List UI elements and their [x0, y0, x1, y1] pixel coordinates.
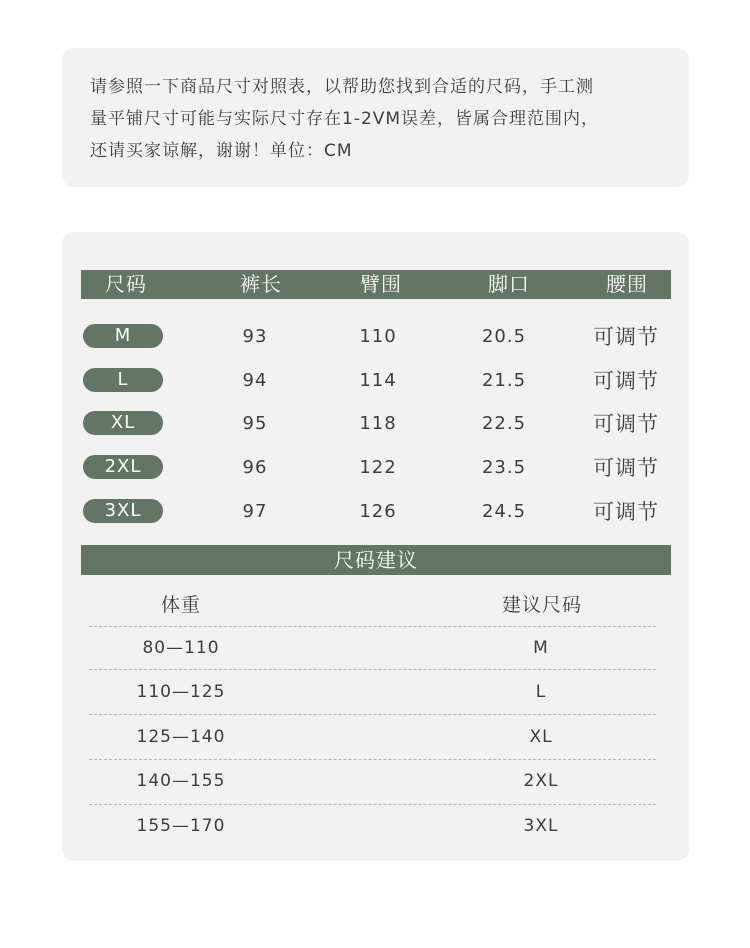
cell-arm: 122 — [359, 457, 397, 478]
advice-size: M — [533, 638, 549, 658]
size-pill: L — [83, 368, 163, 392]
cell-waist: 可调节 — [593, 412, 659, 436]
size-pill: M — [83, 324, 163, 348]
cell-length: 97 — [242, 501, 268, 522]
size-row — [62, 368, 689, 394]
size-advice-header: 尺码建议 — [81, 545, 671, 575]
advice-size: L — [535, 682, 547, 702]
divider — [89, 804, 656, 805]
cell-hem: 21.5 — [481, 370, 527, 391]
cell-waist: 可调节 — [593, 325, 659, 349]
note-line: 还请买家谅解，谢谢！单位：CM — [90, 141, 353, 161]
cell-hem: 22.5 — [481, 413, 527, 434]
divider — [89, 759, 656, 760]
cell-length: 94 — [242, 370, 268, 391]
advice-weight: 155—170 — [136, 816, 226, 836]
header-waist: 腰围 — [606, 272, 648, 296]
note-line: 请参照一下商品尺寸对照表，以帮助您找到合适的尺码，手工测 — [90, 77, 594, 97]
size-row — [62, 324, 689, 350]
note-line: 量平铺尺寸可能与实际尺寸存在1-2VM误差，皆属合理范围内， — [90, 109, 600, 129]
size-note-card — [62, 48, 689, 187]
cell-waist: 可调节 — [593, 500, 659, 524]
size-pill: XL — [83, 411, 163, 435]
cell-hem: 23.5 — [481, 457, 527, 478]
advice-size: 3XL — [523, 816, 559, 836]
cell-hem: 20.5 — [481, 326, 527, 347]
header-length: 裤长 — [240, 272, 282, 296]
cell-arm: 126 — [359, 501, 397, 522]
cell-hem: 24.5 — [481, 501, 527, 522]
size-table-header — [81, 270, 671, 299]
divider — [89, 714, 656, 715]
divider — [89, 626, 656, 627]
size-row — [62, 411, 689, 437]
advice-weight: 125—140 — [136, 727, 226, 747]
cell-arm: 118 — [359, 413, 397, 434]
size-row — [62, 455, 689, 481]
advice-weight: 80—110 — [142, 638, 220, 658]
cell-waist: 可调节 — [593, 456, 659, 480]
header-size: 尺码 — [105, 272, 147, 296]
cell-length: 93 — [242, 326, 268, 347]
header-hem: 脚口 — [488, 272, 530, 296]
divider — [89, 669, 656, 670]
cell-arm: 110 — [359, 326, 397, 347]
cell-waist: 可调节 — [593, 369, 659, 393]
advice-weight: 110—125 — [136, 682, 226, 702]
size-row — [62, 499, 689, 525]
size-pill: 2XL — [83, 455, 163, 479]
size-chart-card — [62, 232, 689, 861]
size-pill: 3XL — [83, 499, 163, 523]
header-arm: 臂围 — [360, 272, 402, 296]
cell-arm: 114 — [359, 370, 397, 391]
advice-col-weight: 体重 — [160, 594, 202, 616]
advice-size: XL — [529, 727, 553, 747]
advice-weight: 140—155 — [136, 771, 226, 791]
cell-length: 96 — [242, 457, 268, 478]
size-note-text — [90, 71, 670, 167]
cell-length: 95 — [242, 413, 268, 434]
advice-size: 2XL — [523, 771, 559, 791]
advice-col-size: 建议尺码 — [501, 594, 583, 616]
